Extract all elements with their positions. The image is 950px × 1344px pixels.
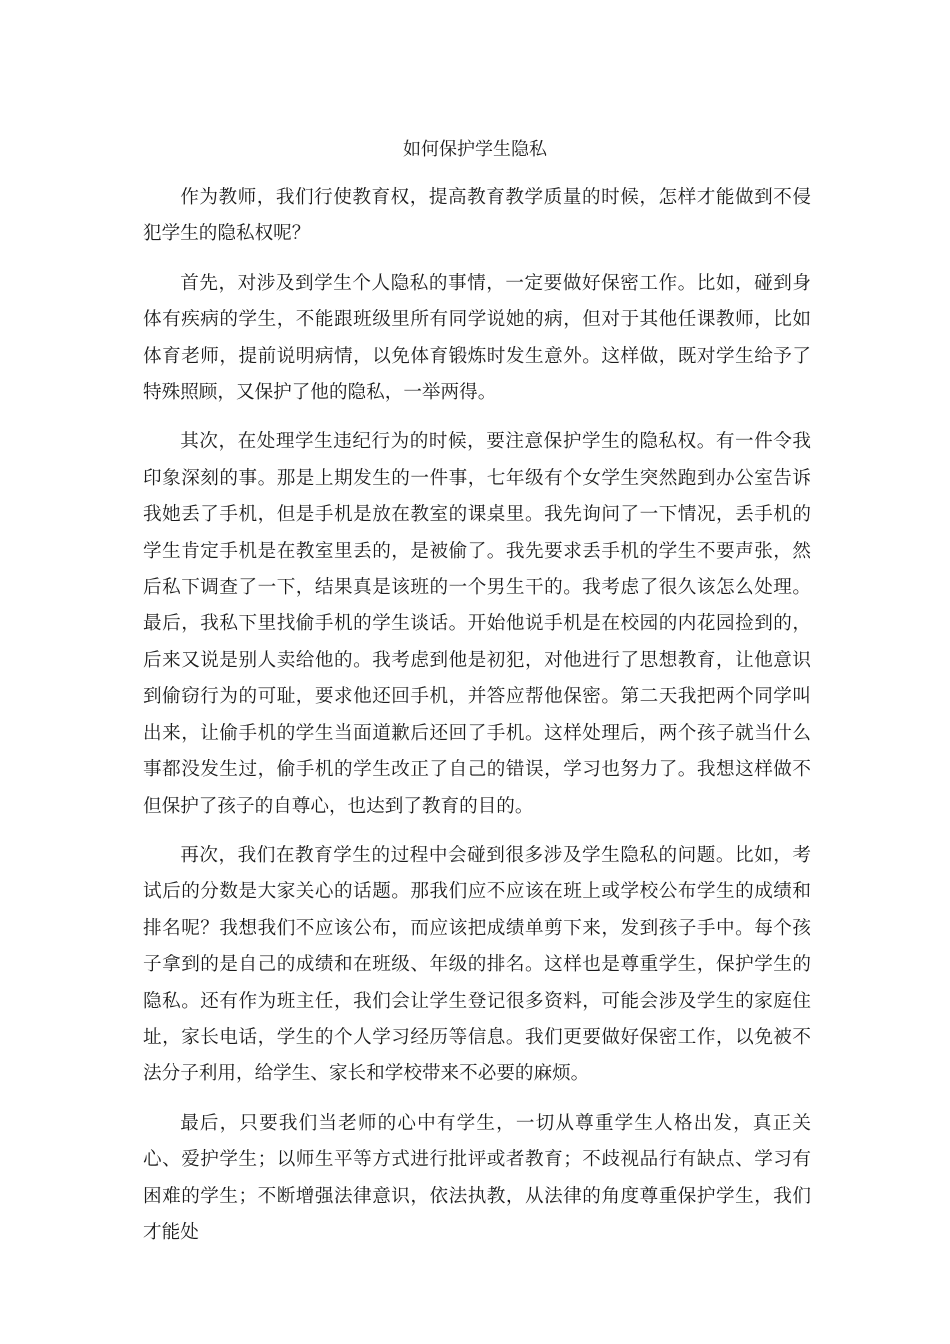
paragraph-intro: 作为教师，我们行使教育权，提高教育教学质量的时候，怎样才能做到不侵犯学生的隐私权呢？	[143, 187, 811, 245]
document-body	[143, 180, 811, 1264]
paragraph-second-point: 其次，在处理学生违纪行为的时候，要注意保护学生的隐私权。有一件令我印象深刻的事。那是上期发生的一件事，七年级有个女学生突然跑到办公室告诉我她丢了手机，但是手机是放在教室的课桌里。我先询问了一下情况，丢手机的学生肯定手机是在教室里丢的，是被偷了。我先要求丢手机的学生不要声张，然后私下调查了一下，结果真是该班的一个男生干的。我考虑了很久该怎么处理。最后，我私下里找偷手机的学生谈话。开始他说手机是在校园的内花园捡到的，后来又说是别人卖给他的。我考虑到他是初犯，对他进行了思想教育，让他意识到偷窃行为的可耻，要求他还回手机，并答应帮他保密。第二天我把两个同学叫出来，让偷手机的学生当面道歉后还回了手机。这样处理后，两个孩子就当什么事都没发生过，偷手机的学生改正了自己的错误，学习也努力了。我想这样做不但保护了孩子的自尊心，也达到了教育的目的。	[143, 431, 811, 817]
paragraph-final-point: 最后，只要我们当老师的心中有学生，一切从尊重学生人格出发，真正关心、爱护学生；以师生平等方式进行批评或者教育；不歧视品行有缺点、学习有困难的学生；不断增强法律意识，依法执教，从法律的角度尊重保护学生，我们才能处	[143, 1112, 811, 1243]
paragraph-third-point: 再次，我们在教育学生的过程中会碰到很多涉及学生隐私的问题。比如，考试后的分数是大家关心的话题。那我们应不应该在班上或学校公布学生的成绩和排名呢？我想我们不应该公布，而应该把成绩单剪下来，发到孩子手中。每个孩子拿到的是自己的成绩和在班级、年级的排名。这样也是尊重学生，保护学生的隐私。还有作为班主任，我们会让学生登记很多资料，可能会涉及学生的家庭住址，家长电话，学生的个人学习经历等信息。我们更要做好保密工作，以免被不法分子利用，给学生、家长和学校带来不必要的麻烦。	[143, 844, 811, 1085]
document-title: 如何保护学生隐私	[403, 139, 547, 160]
paragraph-first-point: 首先，对涉及到学生个人隐私的事情，一定要做好保密工作。比如，碰到身体有疾病的学生，不能跟班级里所有同学说她的病，但对于其他任课教师，比如体育老师，提前说明病情，以免体育锻炼时发生意外。这样做，既对学生给予了特殊照顾，又保护了他的隐私，一举两得。	[143, 272, 811, 404]
